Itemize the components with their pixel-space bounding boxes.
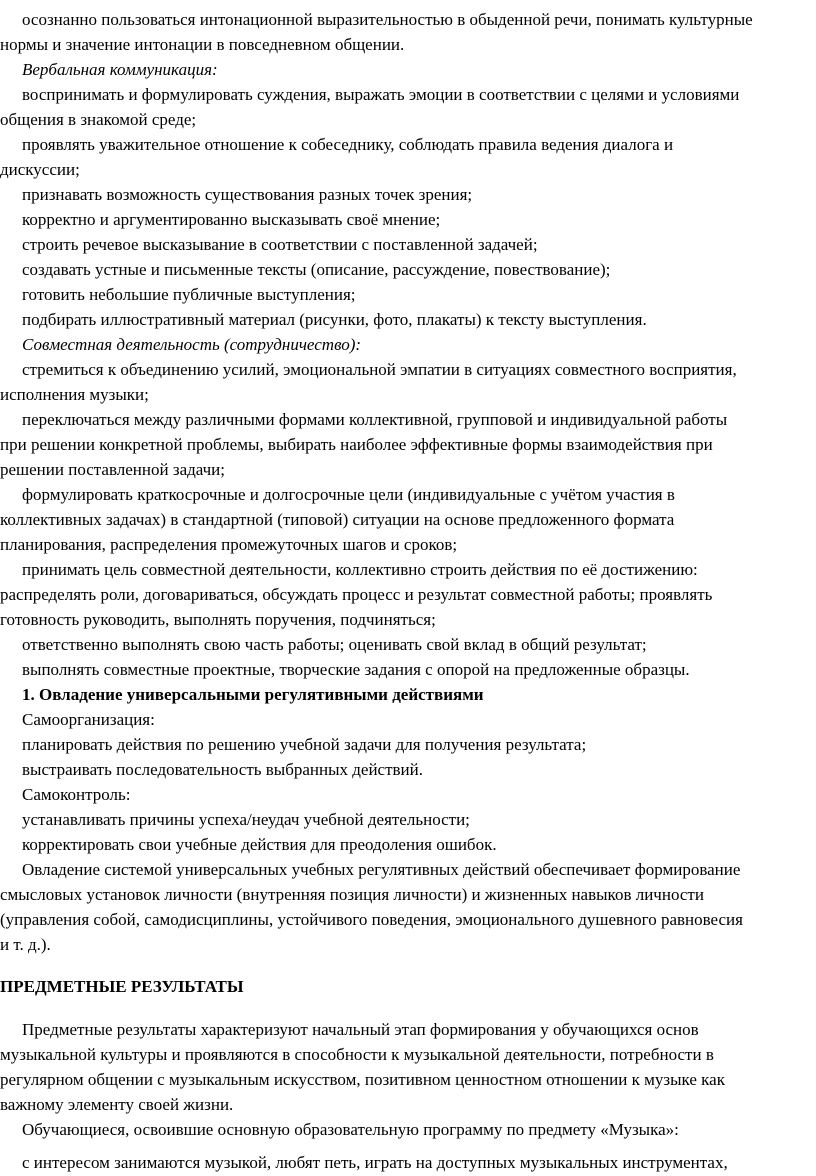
paragraph-line: дискуссии; — [0, 160, 80, 179]
paragraph-line: музыкальной культуры и проявляются в способности к музыкальной деятельности, потребности в — [0, 1045, 714, 1064]
paragraph-line: распределять роли, договариваться, обсуждать процесс и результат совместной работы; проявлять — [0, 585, 713, 604]
subheading-verbal-communication: Вербальная коммуникация: — [22, 60, 218, 79]
paragraph-line: переключаться между различными формами коллективной, групповой и индивидуальной работы — [22, 410, 728, 429]
paragraph-line: корректировать свои учебные действия для преодоления ошибок. — [22, 835, 497, 854]
paragraph-line: и т. д.). — [0, 935, 51, 954]
paragraph-line: исполнения музыки; — [0, 385, 149, 404]
paragraph-line: формулировать краткосрочные и долгосрочные цели (индивидуальные с учётом участия в — [22, 485, 675, 504]
paragraph-line: при решении конкретной проблемы, выбирать наиболее эффективные формы взаимодействия при — [0, 435, 713, 454]
section-heading-subject-results: ПРЕДМЕТНЫЕ РЕЗУЛЬТАТЫ — [0, 977, 244, 996]
subheading-self-control: Самоконтроль: — [22, 785, 131, 804]
paragraph-line: выполнять совместные проектные, творческие задания с опорой на предложенные образцы. — [22, 660, 690, 679]
paragraph-line: строить речевое высказывание в соответствии с поставленной задачей; — [22, 235, 538, 254]
paragraph-line: подбирать иллюстративный материал (рисунки, фото, плакаты) к тексту выступления. — [22, 310, 647, 329]
paragraph-line: Обучающиеся, освоившие основную образовательную программу по предмету «Музыка»: — [22, 1120, 679, 1139]
paragraph-line: воспринимать и формулировать суждения, выражать эмоции в соответствии с целями и условиями — [22, 85, 740, 104]
paragraph-line: принимать цель совместной деятельности, коллективно строить действия по её достижению: — [22, 560, 698, 579]
paragraph-line: осознанно пользоваться интонационной выразительностью в обыденной речи, понимать культурные — [22, 10, 753, 29]
subheading-cooperation: Совместная деятельность (сотрудничество): — [22, 335, 362, 354]
paragraph-line: устанавливать причины успеха/неудач учебной деятельности; — [22, 810, 470, 829]
paragraph-line: нормы и значение интонации в повседневном общении. — [0, 35, 405, 54]
paragraph-line: планировать действия по решению учебной задачи для получения результата; — [22, 735, 587, 754]
paragraph-line: с интересом занимаются музыкой, любят петь, играть на доступных музыкальных инструментах, — [22, 1153, 728, 1172]
paragraph-line: общения в знакомой среде; — [0, 110, 197, 129]
paragraph-line: коллективных задачах) в стандартной (типовой) ситуации на основе предложенного формата — [0, 510, 675, 529]
paragraph-line: готовить небольшие публичные выступления; — [22, 285, 356, 304]
paragraph-line: выстраивать последовательность выбранных действий. — [22, 760, 424, 779]
subheading-self-organization: Самоорганизация: — [22, 710, 155, 729]
paragraph-line: создавать устные и письменные тексты (описание, рассуждение, повествование); — [22, 260, 611, 279]
paragraph-line: проявлять уважительное отношение к собеседнику, соблюдать правила ведения диалога и — [22, 135, 674, 154]
paragraph-line: ответственно выполнять свою часть работы; оценивать свой вклад в общий результат; — [22, 635, 647, 654]
paragraph-line: планирования, распределения промежуточных шагов и сроков; — [0, 535, 458, 554]
paragraph-line: (управления собой, самодисциплины, устойчивого поведения, эмоционального душевного равновесия — [0, 910, 743, 929]
paragraph-line: важному элементу своей жизни. — [0, 1095, 234, 1114]
paragraph-line: готовность руководить, выполнять поручения, подчиняться; — [0, 610, 436, 629]
section-heading-regulatory-actions: 1. Овладение универсальными регулятивными действиями — [22, 685, 484, 704]
paragraph-line: Овладение системой универсальных учебных регулятивных действий обеспечивает формирование — [22, 860, 741, 879]
paragraph-line: признавать возможность существования разных точек зрения; — [22, 185, 473, 204]
paragraph-line: корректно и аргументированно высказывать своё мнение; — [22, 210, 441, 229]
paragraph-line: Предметные результаты характеризуют начальный этап формирования у обучающихся основ — [22, 1020, 699, 1039]
paragraph-line: смысловых установок личности (внутренняя позиция личности) и жизненных навыков личности — [0, 885, 704, 904]
paragraph-line: регулярном общении с музыкальным искусством, позитивном ценностном отношении к музыке как — [0, 1070, 725, 1089]
paragraph-line: решении поставленной задачи; — [0, 460, 225, 479]
paragraph-line: стремиться к объединению усилий, эмоциональной эмпатии в ситуациях совместного восприятия, — [22, 360, 737, 379]
